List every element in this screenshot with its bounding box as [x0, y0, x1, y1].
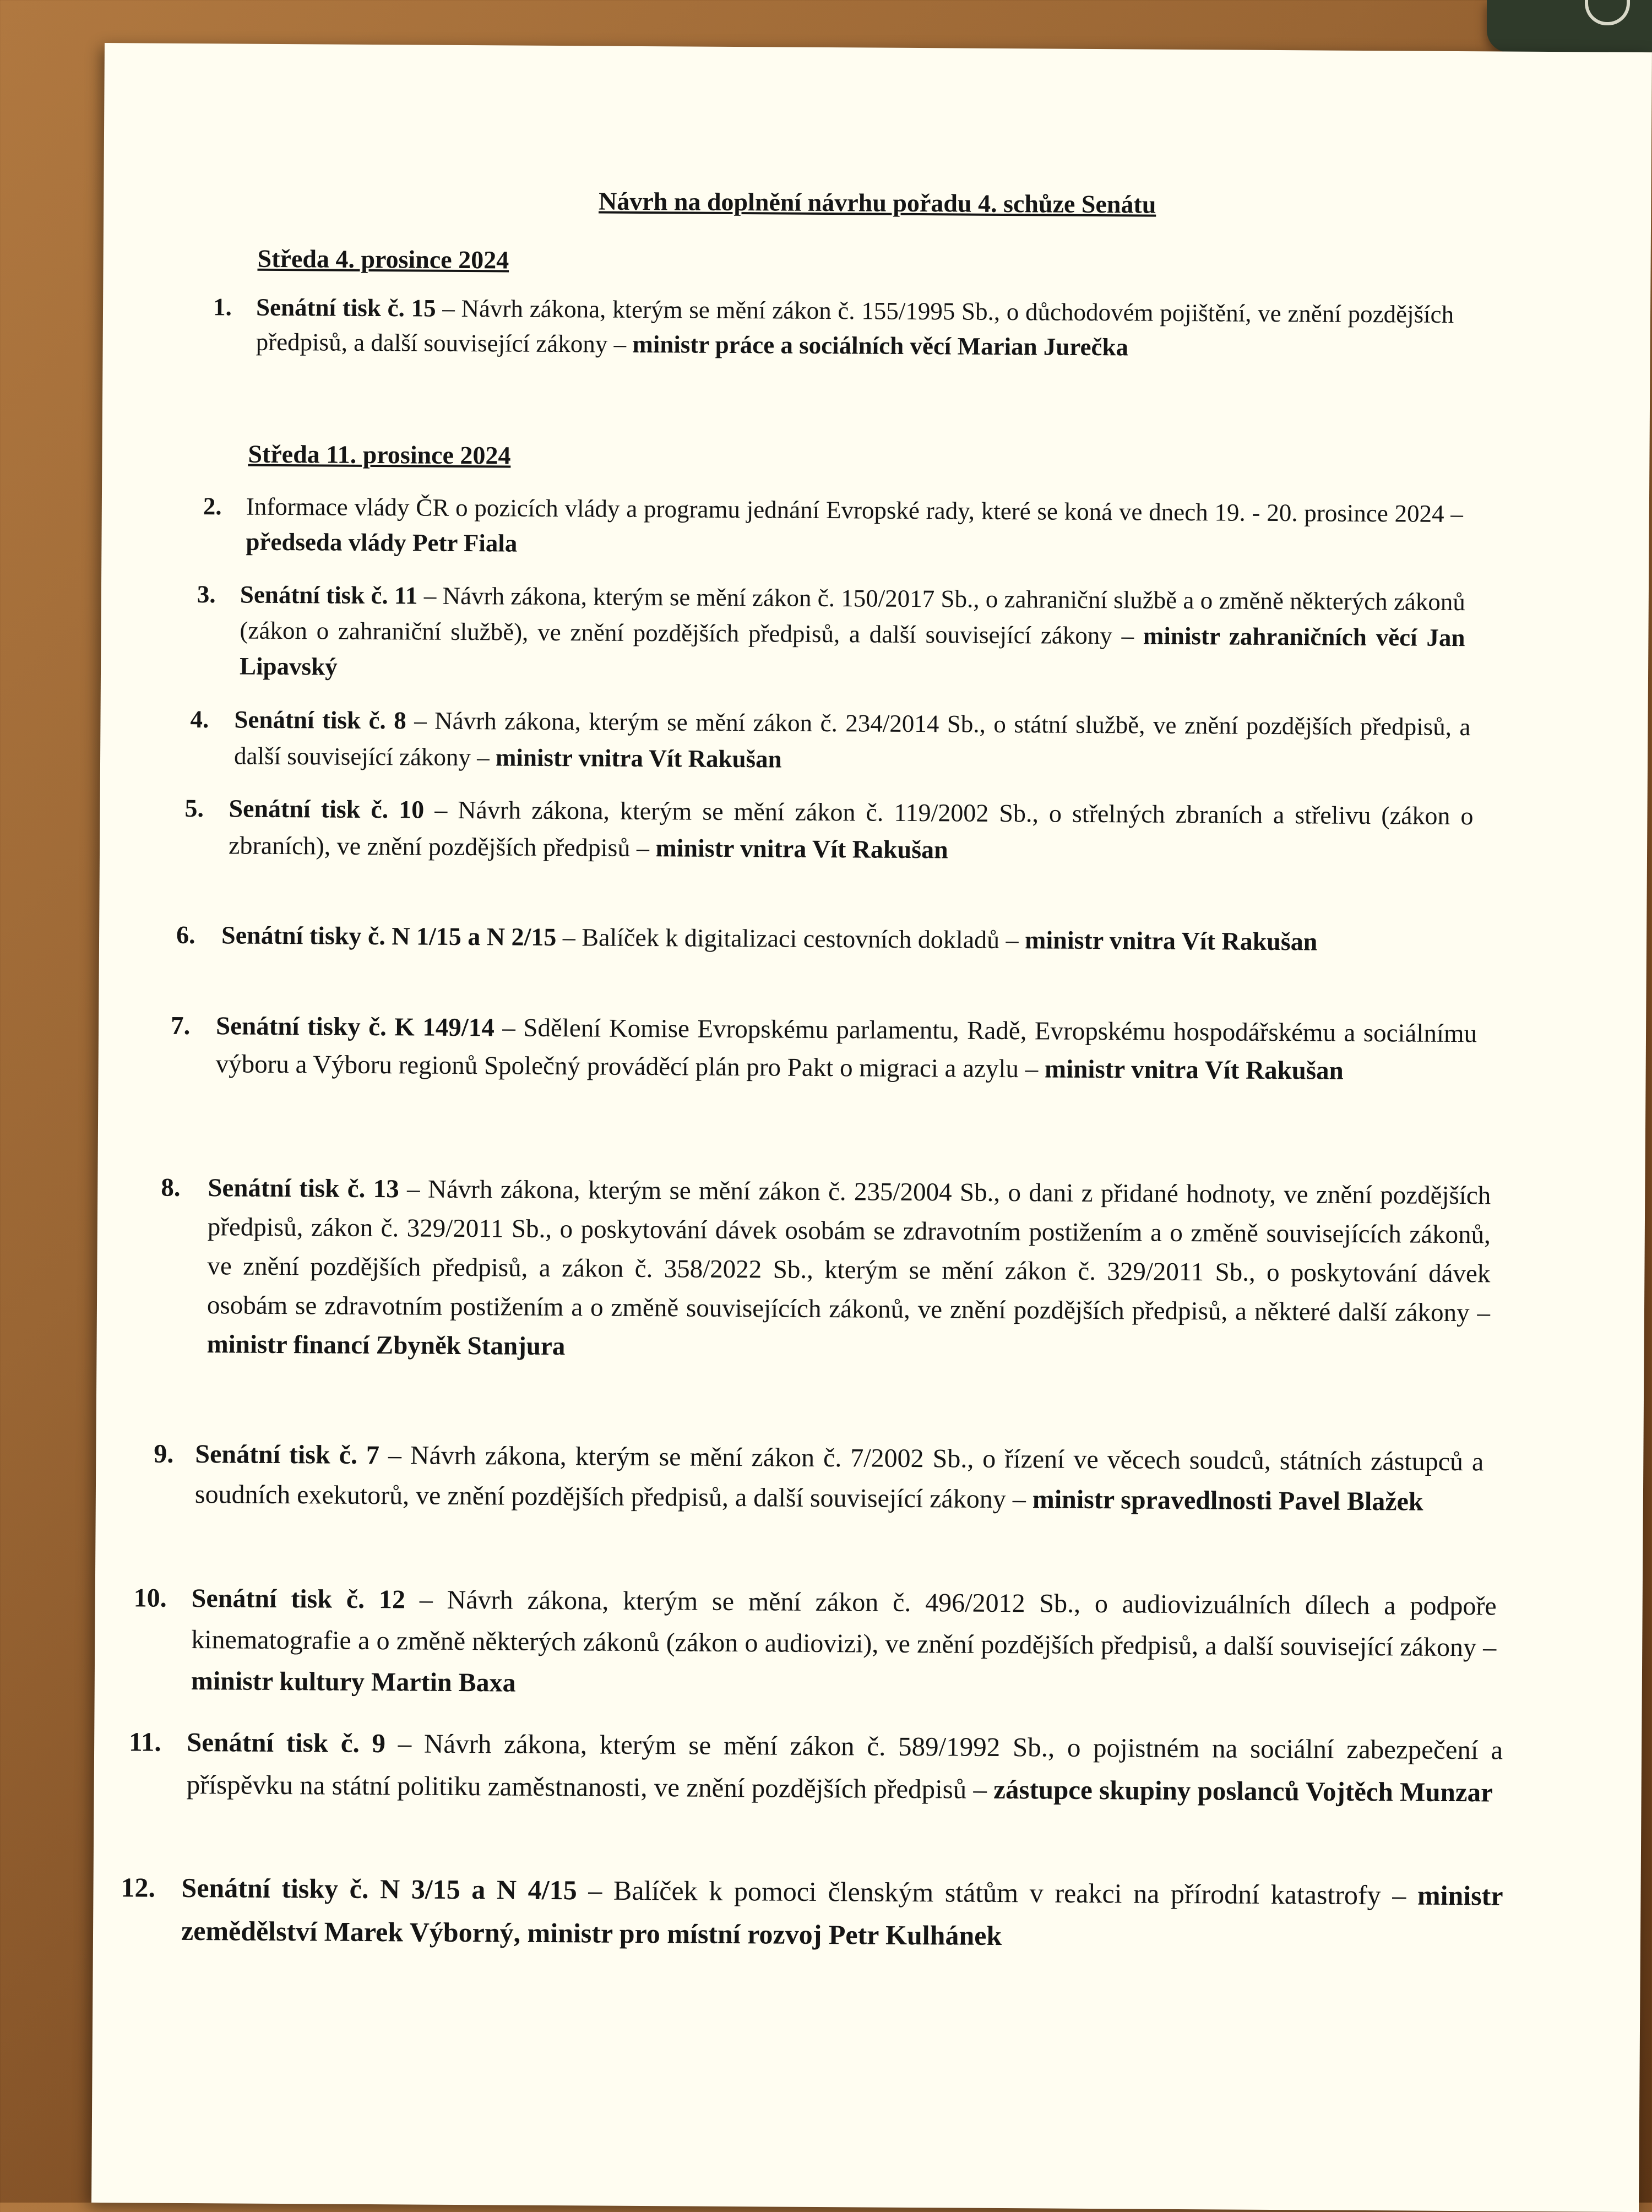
item-body: – Návrh zákona, kterým se mění zákon č. 119/2002 Sb., o střelných zbraních a střelivu (zákon o zbraních), ve znění pozdějších předpisů – — [229, 796, 1474, 862]
item-lead: Senátní tisk č. 7 — [195, 1439, 379, 1470]
agenda-item-6 — [221, 916, 1466, 961]
item-body: Informace vlády ČR o pozicích vlády a programu jednání Evropské rady, které se koná ve dnech 19. - 20. prosince 2024 – — [246, 493, 1463, 528]
day-heading-11-december: Středa 11. prosince 2024 — [248, 439, 510, 470]
item-number: 5. — [184, 790, 204, 827]
item-presenter: ministr zemědělství Marek Výborný, ministr pro místní rozvoj Petr Kulhánek — [181, 1880, 1503, 1951]
item-number: 11. — [129, 1720, 161, 1763]
item-body: – Návrh zákona, kterým se mění zákon č. 155/1995 Sb., o důchodovém pojištění, ve znění pozdějších předpisů, a další související zákony – — [256, 295, 1454, 358]
item-presenter: ministr práce a sociálních věcí Marian Jurečka — [632, 330, 1128, 361]
item-lead: Senátní tisk č. 10 — [229, 794, 424, 823]
item-lead: Senátní tisk č. 11 — [240, 581, 418, 610]
agenda-item-4 — [234, 701, 1471, 781]
item-presenter: zástupce skupiny poslanců Vojtěch Munzar — [993, 1774, 1493, 1808]
item-number: 4. — [190, 701, 209, 737]
item-lead: Senátní tisky č. N 1/15 a N 2/15 — [221, 921, 557, 951]
folder-cover-corner — [1487, 0, 1652, 52]
item-number: 8. — [161, 1168, 181, 1208]
agenda-item-3 — [240, 577, 1465, 692]
item-lead: Senátní tisky č. K 149/14 — [216, 1012, 494, 1042]
item-lead: Senátní tisk č. 8 — [234, 705, 406, 734]
item-number: 3. — [197, 577, 216, 612]
item-lead: Senátní tisk č. 15 — [256, 294, 436, 322]
item-number: 12. — [121, 1866, 155, 1909]
item-number: 9. — [154, 1434, 173, 1474]
agenda-item-8 — [206, 1168, 1491, 1372]
agenda-item-11 — [186, 1721, 1503, 1814]
item-body: – Návrh zákona, kterým se mění zákon č. 234/2014 Sb., o státní službě, ve znění pozdějších předpisů, a další související zákony – — [234, 706, 1471, 771]
item-lead: Senátní tisk č. 12 — [192, 1584, 406, 1614]
item-number: 1. — [213, 290, 232, 324]
page-title: Návrh na doplnění návrhu pořadu 4. schůze Senátu — [104, 183, 1651, 222]
binder-ring-icon — [1585, 0, 1630, 25]
item-lead: Senátní tisk č. 13 — [208, 1173, 399, 1203]
item-lead: Senátní tisky č. N 3/15 a N 4/15 — [181, 1872, 577, 1905]
agenda-item-10 — [191, 1578, 1497, 1709]
item-body: – Návrh zákona, kterým se mění zákon č. 7/2002 Sb., o řízení ve věcech soudců, státních zástupců a soudních exekutorů, ve znění pozdějších předpisů, a další související zákony – — [195, 1441, 1484, 1514]
item-body: – Návrh zákona, kterým se mění zákon č. 496/2012 Sb., o audiovizuálních dílech a podpoře kinematografie a o změně některých zákonů (zákon o audiovizi), ve znění pozdějších předpisů, a další související zákony – — [191, 1585, 1497, 1662]
item-presenter: ministr vnitra Vít Rakušan — [655, 834, 948, 863]
item-number: 10. — [134, 1577, 167, 1618]
agenda-item-5 — [229, 790, 1474, 871]
item-number: 7. — [171, 1007, 191, 1045]
agenda-item-9 — [195, 1434, 1484, 1522]
item-presenter: ministr vnitra Vít Rakušan — [1045, 1055, 1344, 1085]
item-number: 6. — [176, 916, 195, 954]
item-body: – Sdělení Komise Evropskému parlamentu, Radě, Evropskému hospodářskému a sociálnímu výboru a Výboru regionů Společný prováděcí plán pro Pakt o migraci a azylu – — [216, 1013, 1477, 1083]
document-page — [91, 43, 1652, 2212]
day-heading-4-december: Středa 4. prosince 2024 — [257, 244, 509, 275]
agenda-item-7 — [215, 1007, 1477, 1091]
item-presenter: ministr kultury Martin Baxa — [191, 1666, 516, 1698]
agenda-item-12 — [181, 1866, 1503, 1960]
item-number: 2. — [203, 488, 222, 524]
item-presenter: ministr vnitra Vít Rakušan — [1025, 926, 1318, 955]
agenda-item-2 — [246, 489, 1463, 567]
item-presenter: ministr zahraničních věcí Jan Lipavský — [240, 622, 1465, 681]
item-presenter: ministr spravedlnosti Pavel Blažek — [1032, 1485, 1423, 1516]
item-body: – Návrh zákona, kterým se mění zákon č. 235/2004 Sb., o dani z přidané hodnoty, ve znění pozdějších předpisů, zákon č. 329/2011 Sb., o poskytování dávek osobám se zdravotním postižením a o změně souvisejících zákonů, ve znění pozdějších předpisů, a zákon č. 358/2022 Sb., kterým se mění zákon č. 329/2011 Sb., o poskytování dávek osobám se zdravotním postižením a o změně souvisejících zákonů, ve znění pozdějších předpisů, a některé další zákony – — [207, 1175, 1491, 1327]
item-lead: Senátní tisk č. 9 — [187, 1727, 385, 1758]
item-body: – Balíček k pomoci členským státům v reakci na přírodní katastrofy – — [577, 1874, 1418, 1910]
agenda-item-1 — [256, 290, 1454, 367]
item-body: – Návrh zákona, kterým se mění zákon č. 589/1992 Sb., o pojistném na sociální zabezpečení a příspěvku na státní politiku zaměstnanosti, ve znění pozdějších předpisů – — [187, 1728, 1503, 1805]
item-presenter: ministr financí Zbyněk Stanjura — [206, 1330, 565, 1361]
item-body: – Balíček k digitalizaci cestovních dokladů – — [556, 923, 1025, 954]
item-presenter: předseda vlády Petr Fiala — [246, 528, 517, 557]
item-body: – Návrh zákona, kterým se mění zákon č. 150/2017 Sb., o zahraniční službě a o změně některých zákonů (zákon o zahraniční službě), ve znění pozdějších předpisů, a další související zákony – — [240, 581, 1465, 649]
item-presenter: ministr vnitra Vít Rakušan — [496, 743, 782, 773]
